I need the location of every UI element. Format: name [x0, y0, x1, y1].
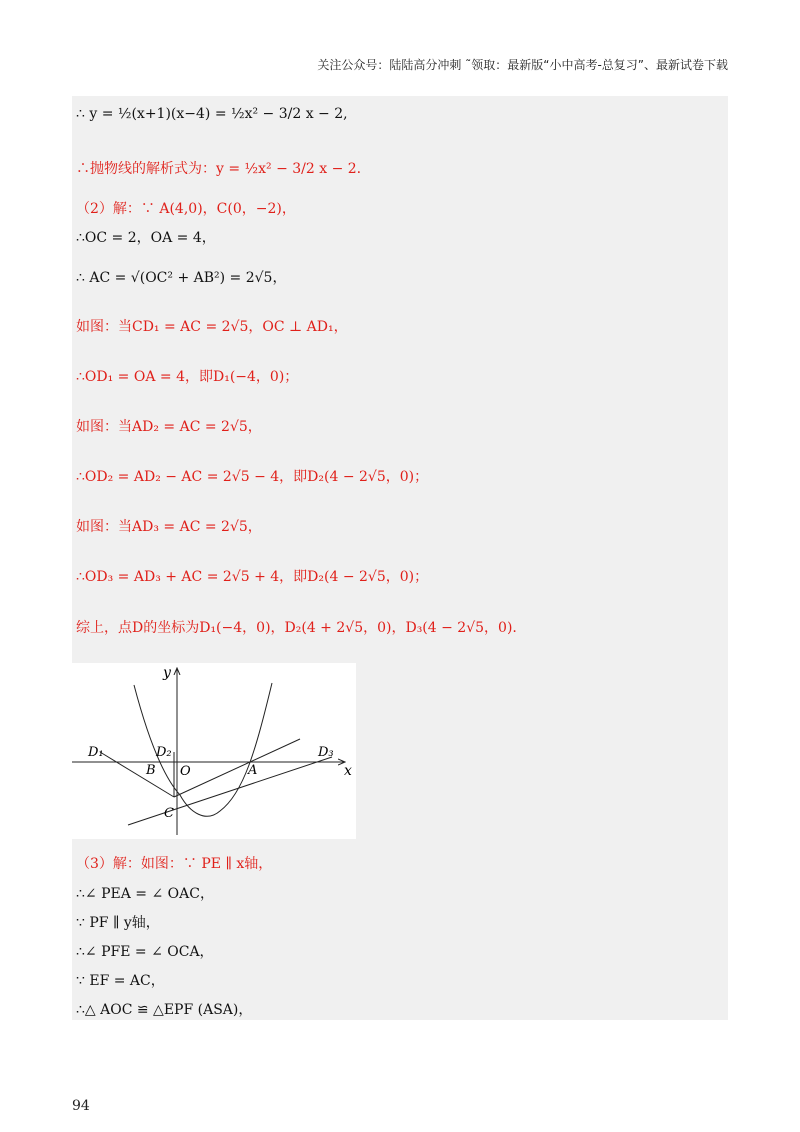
- solution-line: ∴△ AOC ≌ △EPF (ASA)，: [76, 1002, 253, 1018]
- origin-label: O: [180, 764, 191, 779]
- solution-line: ∵ EF = AC，: [76, 973, 165, 989]
- parabola-figure: [72, 663, 356, 839]
- solution-line: 如图：当AD₃ = AC = 2√5，: [76, 519, 262, 535]
- point-b-label: B: [146, 763, 156, 778]
- solution-line: 综上，点D的坐标为D₁(−4，0)，D₂(4 + 2√5，0)，D₃(4 − 2√5，0).: [76, 620, 517, 636]
- solution-line: （2）解：∵ A(4,0)，C(0，−2)，: [76, 201, 296, 217]
- point-a-label: A: [248, 763, 258, 778]
- solution-line: ∴OD₃ = AD₃ + AC = 2√5 + 4，即D₂(4 − 2√5，0)；: [76, 569, 429, 585]
- y-axis-label: y: [163, 665, 171, 681]
- figure-svg: [72, 663, 356, 839]
- point-d3-label: D₃: [318, 745, 334, 760]
- point-d1-label: D₁: [88, 745, 104, 760]
- solution-line: （3）解：如图：∵ PE ∥ x轴，: [76, 856, 273, 872]
- solution-line: ∴抛物线的解析式为：y = ½x² − 3/2 x − 2.: [76, 161, 362, 177]
- solution-line: ∴∠ PFE = ∠ OCA，: [76, 944, 214, 960]
- solution-line: ∴OD₁ = OA = 4，即D₁(−4，0)；: [76, 369, 299, 385]
- page-header: 关注公众号：陆陆高分冲刺 ˜领取：最新版“小中高考-总复习”、最新试卷下载: [317, 58, 728, 72]
- solution-line: ∴OD₂ = AD₂ − AC = 2√5 − 4，即D₂(4 − 2√5，0)；: [76, 469, 429, 485]
- solution-line: ∴ y = ½(x+1)(x−4) = ½x² − 3/2 x − 2,: [76, 106, 348, 122]
- solution-line: ∴OC = 2，OA = 4，: [76, 230, 216, 246]
- point-c-label: C: [164, 806, 174, 821]
- parabola-curve: [134, 683, 272, 816]
- solution-line: ∵ PF ∥ y轴，: [76, 915, 160, 931]
- page-number: 94: [72, 1098, 90, 1114]
- solution-line: 如图：当CD₁ = AC = 2√5，OC ⊥ AD₁，: [76, 319, 348, 335]
- line-d2-d3: [162, 739, 300, 752]
- point-d2-label: D₂: [156, 745, 172, 760]
- x-axis-label: x: [344, 763, 352, 779]
- solution-line: ∴∠ PEA = ∠ OAC，: [76, 886, 214, 902]
- solution-line: ∴ AC = √(OC² + AB²) = 2√5，: [76, 270, 287, 286]
- solution-line: 如图：当AD₂ = AC = 2√5，: [76, 419, 262, 435]
- line-d3-c: [128, 757, 332, 825]
